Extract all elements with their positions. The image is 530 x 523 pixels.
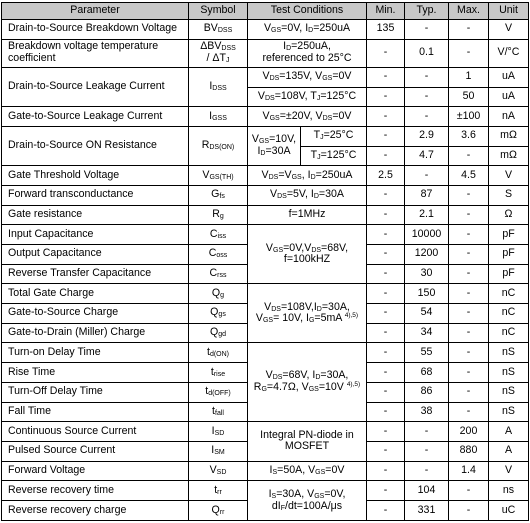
typ-cell: 30 xyxy=(405,264,449,284)
min-cell: - xyxy=(367,245,405,265)
min-cell: - xyxy=(367,304,405,324)
min-cell: - xyxy=(367,185,405,205)
col-header-unit: Unit xyxy=(489,3,529,20)
min-cell: - xyxy=(367,402,405,422)
col-header-test-conditions: Test Conditions xyxy=(248,3,367,20)
min-cell: - xyxy=(367,225,405,245)
typ-cell: - xyxy=(405,166,449,186)
conditions-cell: $V_{DS}=68V$, $I_D=30A$, $R_G=4.7\Omega$, $V_{GS}=10V$ $^{4),5)}$ xyxy=(248,343,367,422)
unit-cell: uC xyxy=(489,500,529,520)
typ-cell: - xyxy=(405,422,449,442)
min-cell: 2.5 xyxy=(367,166,405,186)
symbol-cell: $C_{oss}$ xyxy=(189,245,248,265)
parameter-cell: Forward Voltage xyxy=(2,461,189,481)
table-row xyxy=(2,284,529,304)
conditions-cell: $I_S=50A$, $V_{GS}=0V$ xyxy=(248,461,367,481)
min-cell: - xyxy=(367,461,405,481)
symbol-cell: $V_{GS(TH)}$ xyxy=(189,166,248,186)
parameter-cell: Pulsed Source Current xyxy=(2,441,189,461)
table-row xyxy=(2,107,529,127)
max-cell: - xyxy=(449,20,489,40)
symbol-cell: $I_{GSS}$ xyxy=(189,107,248,127)
max-cell: 880 xyxy=(449,441,489,461)
table-row xyxy=(2,185,529,205)
unit-cell: Ω xyxy=(489,205,529,225)
max-cell: - xyxy=(449,225,489,245)
table-row xyxy=(2,20,529,40)
unit-cell: V/°C xyxy=(489,39,529,67)
symbol-cell: $I_{SD}$ xyxy=(189,422,248,442)
max-cell: - xyxy=(449,146,489,166)
symbol-cell: $\Delta BV_{DSS}$ / $\Delta T_J$ xyxy=(189,39,248,67)
parameter-cell: Rise Time xyxy=(2,363,189,383)
conditions-cell: $V_{GS}=\pm 20V$, $V_{DS}=0V$ xyxy=(248,107,367,127)
unit-cell: nS xyxy=(489,343,529,363)
unit-cell: pF xyxy=(489,264,529,284)
parameter-cell: Drain-to-Source ON Resistance xyxy=(2,126,189,165)
symbol-cell: $G_{fs}$ xyxy=(189,185,248,205)
typ-cell: - xyxy=(405,87,449,107)
conditions-cell: $V_{DS}=108V$, $T_J=125^\circ C$ xyxy=(248,87,367,107)
parameter-cell: Breakdown voltage temperature coefficient xyxy=(2,39,189,67)
max-cell: - xyxy=(449,382,489,402)
parameter-cell: Turn-Off Delay Time xyxy=(2,382,189,402)
symbol-cell: $I_{SM}$ xyxy=(189,441,248,461)
symbol-cell: $C_{iss}$ xyxy=(189,225,248,245)
unit-cell: nS xyxy=(489,382,529,402)
parameter-cell: Forward transconductance xyxy=(2,185,189,205)
max-cell: - xyxy=(449,323,489,343)
symbol-cell: $Q_{gd}$ xyxy=(189,323,248,343)
typ-cell: - xyxy=(405,107,449,127)
table-row xyxy=(2,39,529,67)
parameter-cell: Reverse recovery time xyxy=(2,481,189,501)
max-cell: 1 xyxy=(449,67,489,87)
parameter-cell: Total Gate Charge xyxy=(2,284,189,304)
symbol-cell: $R_{DS(ON)}$ xyxy=(189,126,248,165)
table-row xyxy=(2,422,529,442)
typ-cell: - xyxy=(405,441,449,461)
parameter-cell: Drain-to-Source Breakdown Voltage xyxy=(2,20,189,40)
parameter-cell: Gate-to-Source Leakage Current xyxy=(2,107,189,127)
symbol-cell: $C_{rss}$ xyxy=(189,264,248,284)
conditions-cell: f=1MHz xyxy=(248,205,367,225)
typ-cell: 331 xyxy=(405,500,449,520)
conditions-cell: $V_{DS}=5V$, $I_D=30A$ xyxy=(248,185,367,205)
typ-cell: - xyxy=(405,461,449,481)
parameter-cell: Gate-to-Drain (Miller) Charge xyxy=(2,323,189,343)
col-header-max: Max. xyxy=(449,3,489,20)
unit-cell: mΩ xyxy=(489,146,529,166)
min-cell: - xyxy=(367,363,405,383)
min-cell: - xyxy=(367,146,405,166)
table-row xyxy=(2,205,529,225)
typ-cell: 1200 xyxy=(405,245,449,265)
conditions-cell: $I_S=30A$, $V_{GS}=0V$, $dI_F/dt=100A/\mu s$ xyxy=(248,481,367,521)
table-row xyxy=(2,67,529,87)
symbol-cell: $BV_{DSS}$ xyxy=(189,20,248,40)
unit-cell: nA xyxy=(489,107,529,127)
typ-cell: 104 xyxy=(405,481,449,501)
typ-cell: - xyxy=(405,67,449,87)
table-row xyxy=(2,461,529,481)
max-cell: 50 xyxy=(449,87,489,107)
symbol-cell: $Q_{rr}$ xyxy=(189,500,248,520)
max-cell: 200 xyxy=(449,422,489,442)
max-cell: - xyxy=(449,500,489,520)
unit-cell: ns xyxy=(489,481,529,501)
min-cell: - xyxy=(367,500,405,520)
min-cell: - xyxy=(367,67,405,87)
max-cell: - xyxy=(449,363,489,383)
unit-cell: V xyxy=(489,461,529,481)
parameter-cell: Turn-on Delay Time xyxy=(2,343,189,363)
table-row xyxy=(2,481,529,501)
typ-cell: 55 xyxy=(405,343,449,363)
parameter-cell: Drain-to-Source Leakage Current xyxy=(2,67,189,106)
unit-cell: pF xyxy=(489,225,529,245)
symbol-cell: $t_{fall}$ xyxy=(189,402,248,422)
min-cell: 135 xyxy=(367,20,405,40)
unit-cell: uA xyxy=(489,67,529,87)
unit-cell: A xyxy=(489,441,529,461)
parameter-cell: Input Capacitance xyxy=(2,225,189,245)
conditions-cell: Integral PN-diode in MOSFET xyxy=(248,422,367,461)
max-cell: - xyxy=(449,245,489,265)
conditions-cell xyxy=(248,126,367,165)
symbol-cell: $I_{DSS}$ xyxy=(189,67,248,106)
min-cell: - xyxy=(367,87,405,107)
unit-cell: pF xyxy=(489,245,529,265)
typ-cell: 87 xyxy=(405,185,449,205)
typ-cell: 150 xyxy=(405,284,449,304)
min-cell: - xyxy=(367,422,405,442)
min-cell: - xyxy=(367,264,405,284)
table-row xyxy=(2,343,529,363)
typ-cell: 10000 xyxy=(405,225,449,245)
conditions-cell: $V_{DS}=108V,I_D=30A$, $V_{GS}= 10V$, $I_G=5mA$ $^{4),5)}$ xyxy=(248,284,367,343)
typ-cell: 2.1 xyxy=(405,205,449,225)
min-cell: - xyxy=(367,284,405,304)
max-cell: - xyxy=(449,343,489,363)
typ-cell: 2.9 xyxy=(405,126,449,146)
typ-cell: 54 xyxy=(405,304,449,324)
parameter-cell: Reverse recovery charge xyxy=(2,500,189,520)
col-header-parameter: Parameter xyxy=(2,3,189,20)
unit-cell: V xyxy=(489,20,529,40)
typ-cell: 34 xyxy=(405,323,449,343)
parameter-cell: Gate resistance xyxy=(2,205,189,225)
symbol-cell: $R_g$ xyxy=(189,205,248,225)
conditions-cell: $V_{DS}=135V$, $V_{GS}=0V$ xyxy=(248,67,367,87)
unit-cell: V xyxy=(489,166,529,186)
table-row xyxy=(2,225,529,245)
max-cell: 3.6 xyxy=(449,126,489,146)
max-cell: - xyxy=(449,205,489,225)
temperature-condition: $T_J=25^\circ C$ xyxy=(301,127,367,146)
symbol-cell: $t_{d(ON)}$ xyxy=(189,343,248,363)
max-cell: ±100 xyxy=(449,107,489,127)
unit-cell: uA xyxy=(489,87,529,107)
symbol-cell: $V_{SD}$ xyxy=(189,461,248,481)
unit-cell: A xyxy=(489,422,529,442)
col-header-typ: Typ. xyxy=(405,3,449,20)
unit-cell: nC xyxy=(489,323,529,343)
min-cell: - xyxy=(367,441,405,461)
unit-cell: nC xyxy=(489,304,529,324)
conditions-cell: $I_D=250uA$, referenced to 25°C xyxy=(248,39,367,67)
max-cell: - xyxy=(449,304,489,324)
header-row xyxy=(2,3,529,20)
min-cell: - xyxy=(367,107,405,127)
table-row xyxy=(2,126,529,146)
unit-cell: mΩ xyxy=(489,126,529,146)
typ-cell: 86 xyxy=(405,382,449,402)
parameter-cell: Gate Threshold Voltage xyxy=(2,166,189,186)
symbol-cell: $Q_g$ xyxy=(189,284,248,304)
conditions-cell: $V_{GS}=0V$, $I_D=250uA$ xyxy=(248,20,367,40)
parameter-cell: Output Capacitance xyxy=(2,245,189,265)
max-cell: 1.4 xyxy=(449,461,489,481)
typ-cell: - xyxy=(405,20,449,40)
symbol-cell: $t_{rise}$ xyxy=(189,363,248,383)
min-cell: - xyxy=(367,323,405,343)
max-cell: - xyxy=(449,481,489,501)
typ-cell: 0.1 xyxy=(405,39,449,67)
min-cell: - xyxy=(367,205,405,225)
parameter-cell: Continuous Source Current xyxy=(2,422,189,442)
min-cell: - xyxy=(367,126,405,146)
temperature-condition: $T_J=125^\circ C$ xyxy=(310,148,357,161)
unit-cell: nC xyxy=(489,284,529,304)
conditions-base: $V_{GS}=10V$, $I_D=30A$ xyxy=(248,127,301,165)
typ-cell: 4.7 xyxy=(405,146,449,166)
max-cell: - xyxy=(449,284,489,304)
electrical-characteristics-table xyxy=(1,2,529,521)
unit-cell: S xyxy=(489,185,529,205)
symbol-cell: $t_{d(OFF)}$ xyxy=(189,382,248,402)
parameter-cell: Reverse Transfer Capacitance xyxy=(2,264,189,284)
min-cell: - xyxy=(367,343,405,363)
parameter-cell: Gate-to-Source Charge xyxy=(2,304,189,324)
max-cell: - xyxy=(449,402,489,422)
conditions-cell: $V_{DS}=V_{GS}$, $I_D=250uA$ xyxy=(248,166,367,186)
parameter-cell: Fall Time xyxy=(2,402,189,422)
table-body xyxy=(2,20,529,521)
unit-cell: nS xyxy=(489,363,529,383)
min-cell: - xyxy=(367,481,405,501)
max-cell: - xyxy=(449,39,489,67)
conditions-cell: $V_{GS}=0V,V_{DS}=68V$, f=100kHZ xyxy=(248,225,367,284)
table-row xyxy=(2,166,529,186)
typ-cell: 38 xyxy=(405,402,449,422)
symbol-cell: $t_{rr}$ xyxy=(189,481,248,501)
max-cell: - xyxy=(449,264,489,284)
max-cell: 4.5 xyxy=(449,166,489,186)
typ-cell: 68 xyxy=(405,363,449,383)
col-header-min: Min. xyxy=(367,3,405,20)
max-cell: - xyxy=(449,185,489,205)
symbol-cell: $Q_{gs}$ xyxy=(189,304,248,324)
col-header-symbol: Symbol xyxy=(189,3,248,20)
unit-cell: nS xyxy=(489,402,529,422)
min-cell: - xyxy=(367,39,405,67)
min-cell: - xyxy=(367,382,405,402)
